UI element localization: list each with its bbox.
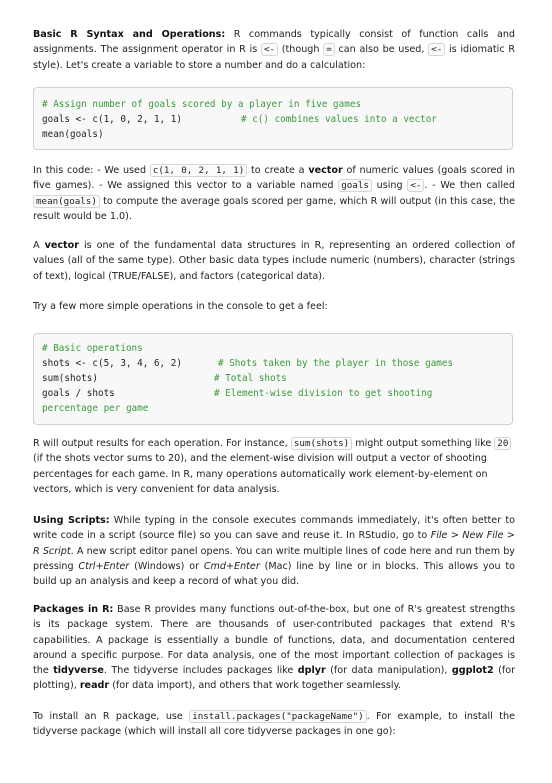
code-comment: # Assign number of goals scored by a player in five games: [42, 99, 362, 110]
explain-text: of numeric values (goals scored in five games). - We assigned this vector to a variable named: [33, 165, 515, 192]
code-comment: # Shots taken by the player in those games: [218, 358, 454, 369]
scripts-text: (Mac) line by line or in blocks. This allows you to build up an analysis and keep a record of what you did.: [33, 560, 515, 588]
output-text: R will output results for each operation. For instance,: [33, 438, 291, 449]
code-comment: # c() combines values into a vector: [241, 114, 437, 125]
inline-code: install.packages("packageName"): [189, 710, 366, 723]
packages-text: . The tidyverse includes packages like: [103, 665, 298, 677]
bold-term: vector: [308, 165, 343, 176]
code-line: [42, 97, 361, 112]
bold-term: vector: [44, 240, 79, 251]
code-block: [33, 333, 513, 425]
scripts-heading: Using Scripts:: [33, 515, 110, 526]
explain-text: In this code: - We used: [33, 165, 150, 176]
code-text: shots <- c(5, 3, 4, 6, 2): [42, 358, 182, 369]
code-text: sum(shots): [42, 373, 98, 384]
vector-paragraph: [33, 238, 515, 284]
intro-text: is idiomatic R style). Let's create a variable to store a number and do a calculation:: [33, 44, 515, 71]
explain-text: . - We then called: [424, 180, 515, 192]
intro-text: can also be used,: [334, 44, 429, 56]
code-text: goals / shots: [42, 388, 115, 399]
menu-path: File > New File > R Script: [33, 530, 515, 557]
packages-paragraph: [33, 602, 515, 694]
output-paragraph: [33, 436, 515, 497]
inline-code: sum(shots): [291, 437, 352, 450]
packages-text: (for plotting),: [33, 665, 516, 692]
code-line: [42, 371, 98, 386]
code-block: [33, 87, 513, 150]
code-line: [241, 112, 437, 127]
inline-code: <-: [428, 43, 445, 56]
intro-text: R commands typically consist of function calls and assignments. The assignment operator in R is: [33, 29, 515, 56]
inline-code: 20: [494, 437, 511, 450]
shortcut-text: Ctrl+Enter: [78, 560, 130, 572]
inline-code: <-: [407, 179, 424, 192]
code-line: [42, 341, 143, 356]
output-text: (if the shots vector sums to 20), and the element-wise division will output a vector of shooting percentages for each game. In R, many operations automatically work element-by-element on vectors, which is very convenient for data analysis.: [33, 453, 488, 495]
code-comment: # Basic operations: [42, 343, 143, 354]
packages-heading: Packages in R:: [33, 604, 114, 615]
intro-paragraph: [33, 27, 515, 73]
install-text: To install an R package, use: [33, 711, 190, 722]
code-text: mean(goals): [42, 129, 104, 140]
output-text: might output something like: [352, 438, 495, 449]
intro-text: (though: [278, 44, 324, 56]
scripts-text: While typing in the console executes commands immediately, it's often better to write code in a script (source file) so you can save and reuse it. In RStudio, go to: [33, 515, 515, 542]
code-line: [42, 356, 182, 371]
explanation-paragraph: [33, 163, 515, 224]
code-line: [42, 386, 115, 401]
code-line: [214, 371, 287, 386]
shortcut-text: Cmd+Enter: [203, 560, 260, 572]
code-line: [218, 356, 453, 371]
packages-text: (for data manipulation),: [325, 665, 452, 677]
inline-code: goals: [338, 179, 372, 192]
inline-code: mean(goals): [33, 195, 100, 208]
inline-code: c(1, 0, 2, 1, 1): [150, 164, 247, 177]
vector-text: A: [33, 240, 45, 251]
try-text: Try a few more simple operations in the console to get a feel:: [33, 301, 328, 312]
install-paragraph: [33, 709, 515, 740]
explain-text: to create a: [247, 165, 309, 176]
explain-text: using: [371, 180, 408, 192]
intro-heading: Basic R Syntax and Operations:: [33, 29, 226, 40]
install-text: . For example, to install the tidyverse package (which will install all core tidyverse packages in one go):: [33, 711, 515, 738]
scripts-text: (Windows) or: [129, 560, 204, 572]
code-text: goals <- c(1, 0, 2, 1, 1): [42, 114, 182, 125]
bold-term: tidyverse: [53, 665, 104, 677]
bold-term: ggplot2: [451, 665, 494, 677]
packages-text: (for data import), and others that work together seamlessly.: [109, 680, 401, 692]
scripts-text: . A new script editor panel opens. You can write multiple lines of code here and run them by pressing: [33, 545, 515, 572]
scripts-paragraph: [33, 513, 515, 589]
packages-text: Base R provides many functions out-of-the-box, but one of R's greatest strengths is its package system. There are thousands of user-contributed packages that extend R's capabilities. A package is essentially a bundle of functions, data, and documentation centered around a specific purpose. For data analysis, one of the most important collection of packages is the: [33, 604, 515, 677]
bold-term: dplyr: [297, 665, 326, 677]
explain-text: to compute the average goals scored per game, which R will output (in this case, the result would be 1.0).: [33, 195, 515, 222]
code-line: [42, 112, 182, 127]
try-paragraph: [33, 299, 515, 314]
code-line: [42, 401, 148, 416]
inline-code: <-: [261, 43, 278, 56]
code-comment: # Element-wise division to get shooting: [214, 388, 433, 399]
code-line: [42, 127, 104, 142]
inline-code: =: [323, 43, 335, 56]
code-comment: # Total shots: [214, 373, 287, 384]
code-line: [214, 386, 432, 401]
vector-text: is one of the fundamental data structures in R, representing an ordered collection of values (all of the same type). Other basic data types include numeric (numbers), character (strings of text), logical (TRUE/FALSE), and factors (categorical data).: [33, 240, 515, 282]
code-comment: percentage per game: [42, 403, 149, 414]
bold-term: readr: [79, 680, 110, 692]
